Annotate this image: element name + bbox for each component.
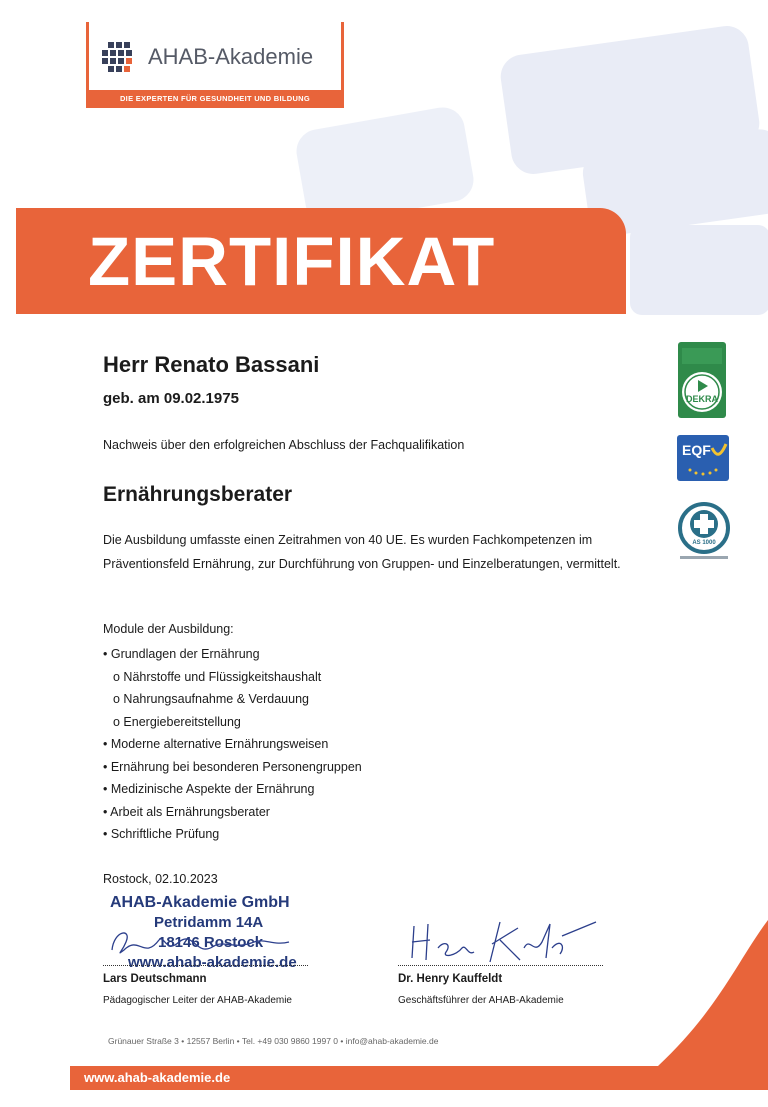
recipient-birthdate: geb. am 09.02.1975 — [103, 390, 239, 407]
module-item: • Schriftliche Prüfung — [103, 827, 220, 841]
footer-website: www.ahab-akademie.de — [84, 1070, 231, 1085]
signatory-name-left: Lars Deutschmann — [103, 973, 207, 985]
course-description: Die Ausbildung umfasste einen Zeitrahmen von 40 UE. Es wurden Fachkompetenzen im Präventionsfeld Ernährung, zur Durchführung von Gruppen- und Einzelberatungen, vermittelt. — [103, 533, 621, 571]
azav-seal — [676, 502, 732, 564]
module-item: • Medizinische Aspekte der Ernährung — [103, 782, 315, 796]
signatory-name-right: Dr. Henry Kauffeldt — [398, 973, 503, 985]
module-subitem: o Energiebereitstellung — [113, 714, 241, 729]
signatory-role-left: Pädagogischer Leiter der AHAB-Akademie — [103, 995, 292, 1006]
module-item: • Moderne alternative Ernährungsweisen — [103, 737, 329, 751]
footer-bar — [70, 1066, 768, 1090]
module-subitem: o Nahrungsaufnahme & Verdauung — [113, 692, 309, 706]
background-shape — [630, 225, 768, 315]
place-date: Rostock, 02.10.2023 — [103, 872, 218, 886]
module-item: • Arbeit als Ernährungsberater — [103, 804, 270, 819]
module-item: • Ernährung bei besonderen Personengruppen — [103, 759, 362, 774]
decorative-corner — [658, 920, 768, 1066]
signature-right — [400, 918, 600, 966]
signature-line-left — [103, 965, 308, 966]
dekra-seal — [676, 340, 728, 420]
signature-left — [104, 920, 294, 965]
logo-tagline: DIE EXPERTEN FÜR GESUNDHEIT UND BILDUNG — [86, 90, 344, 108]
module-item: • Grundlagen der Ernährung — [103, 647, 260, 661]
modules-list — [103, 643, 362, 846]
eqf-label: EQF — [682, 442, 711, 458]
stamp-company: AHAB-Akademie GmbH — [110, 894, 290, 911]
azav-label: AS 1000 — [692, 540, 716, 546]
footer-address: Grünauer Straße 3 • 12557 Berlin • Tel. +49 030 9860 1997 0 • info@ahab-akademie.de — [108, 1036, 439, 1046]
dekra-label: DEKRA — [685, 394, 718, 404]
modules-heading: Module der Ausbildung: — [103, 622, 234, 636]
recipient-name: Herr Renato Bassani — [103, 352, 320, 377]
signature-line-right — [398, 965, 603, 966]
eqf-seal — [676, 434, 730, 482]
certificate-title: ZERTIFIKAT — [88, 223, 496, 300]
stamp-city: 18146 Rostock — [158, 934, 264, 951]
signatory-role-right: Geschäftsführer der AHAB-Akademie — [398, 995, 564, 1006]
globe-grid-icon — [98, 40, 140, 78]
intro-text: Nachweis über den erfolgreichen Abschluss der Fachqualifikation — [103, 438, 465, 452]
qualification-title: Ernährungsberater — [103, 483, 293, 506]
title-banner — [16, 208, 626, 314]
stamp-website: www.ahab-akademie.de — [128, 954, 297, 971]
module-subitem: o Nährstoffe und Flüssigkeitshaushalt — [113, 669, 322, 684]
logo — [86, 22, 344, 108]
stamp-street: Petridamm 14A — [154, 914, 264, 931]
logo-name: AHAB-Akademie — [148, 44, 314, 69]
